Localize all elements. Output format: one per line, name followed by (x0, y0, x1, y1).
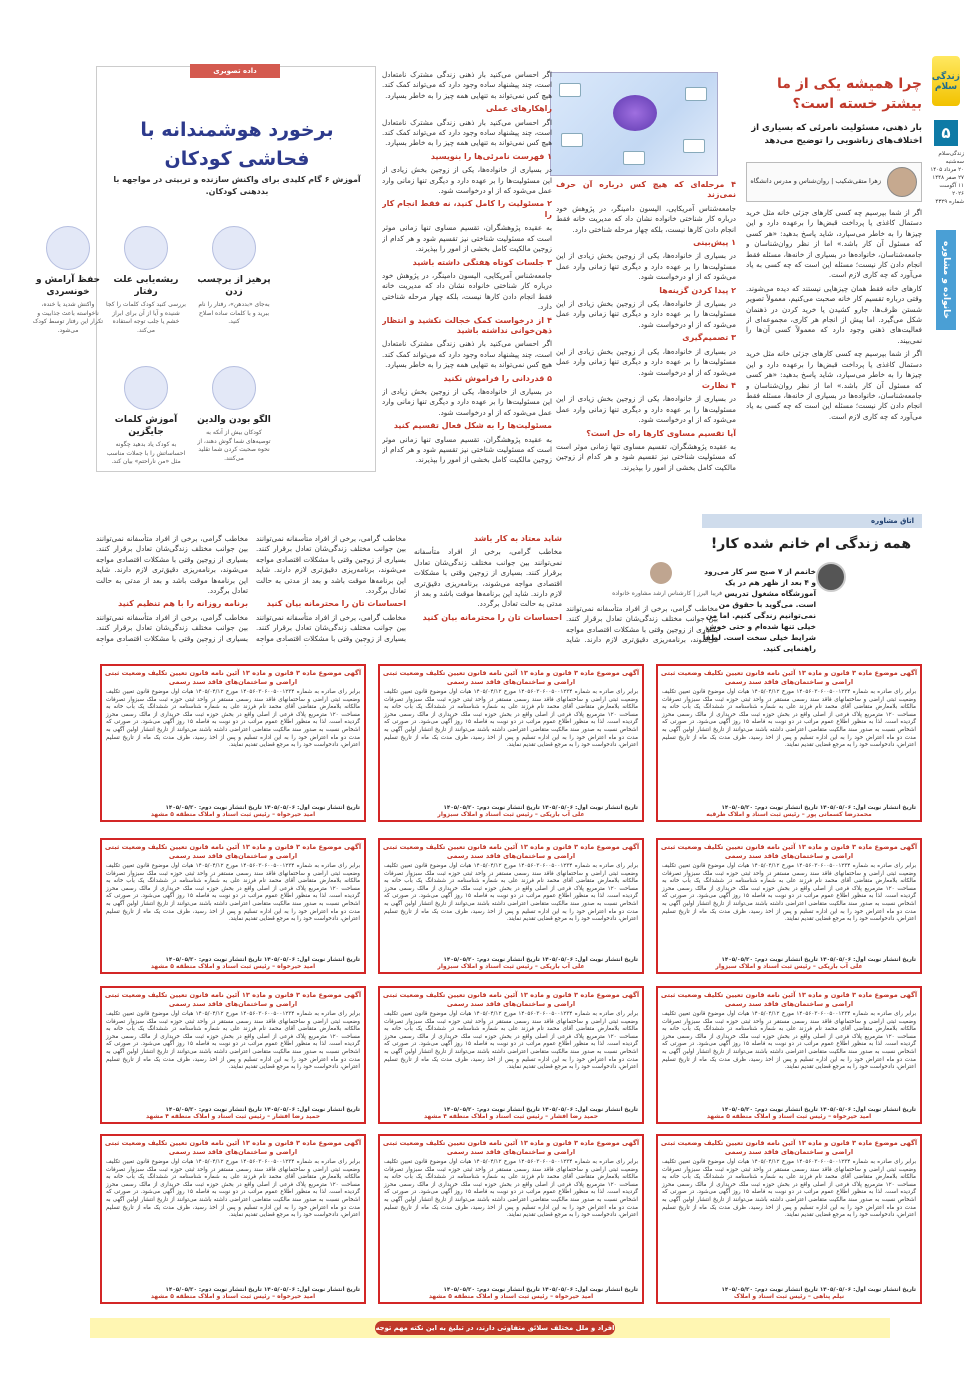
footer-bar (90, 1318, 890, 1346)
data-visual-subtitle: آموزش ۶ گام کلیدی برای واکنش سازنده و تربیتی در مواجهه با بددهنی کودکان. (113, 175, 361, 196)
step-heading: ۴ نظارت (701, 380, 736, 390)
hero-title: چرا همیشه یکی از ما بیشتر خسته است؟ (777, 76, 922, 112)
subheading: ۴ مرحله‌ای که هیچ کس درباره آن حرف نمی‌زند (556, 180, 736, 200)
card-icon (561, 133, 583, 147)
ad-signer: امید خیرخواه – رئیس ثبت اسناد و املاک منطقه ۵ مشهد (150, 963, 316, 970)
speech-bubbles-icon (212, 366, 256, 410)
tip-heading: الگو بودن والدین (197, 415, 271, 425)
tip-heading: ریشه‌یابی علت رفتار (113, 275, 179, 297)
ad-body: برابر رای صادره به شماره ۱۴۰۵۶۰۳۰۶۰۰۵۰۰۱۲۳۴ مورخ ۱۴۰۵/۰۴/۱۲ هیات اول موضوع قانون تعیین تکلیف وضعیت ثبتی اراضی و ساختمانهای فاقد سند رسمی مستقر در واحد ثبتی حوزه ثبت ملک سبزوار تصرفات مالکانه بلامعارض متقاضی آقای محمد نام فرزند علی به شماره شناسنامه در ششدانگ یک باب خانه به مساحت ۱۲۰ مترمربع پلاک فرعی از اصلی واقع در بخش حوزه ثبت ملک خریداری از مالک رسمی محرز گردیده است. لذا به منظور اطلاع عموم مراتب در دو نوبت به فاصله ۱۵ روز آگهی می‌شود. در صورتی که اشخاص نسبت به صدور سند مالکیت متقاضی اعتراضی داشته باشند می‌توانند از تاریخ انتشار اولین آگهی به مدت دو ماه اعتراض خود را به این اداره تسلیم و پس از اخذ رسید، ظرف مدت یک ماه از تاریخ تسلیم اعتراض، دادخواست خود را به مرجع قضایی تقدیم نمایند. (106, 863, 361, 923)
ad-signer: محمدرضا کسمانی پور – رئیس ثبت اسناد و املاک طرقبه (706, 811, 872, 818)
ad-body: برابر رای صادره به شماره ۱۴۰۵۶۰۳۰۶۰۰۵۰۰۱۲۳۴ مورخ ۱۴۰۵/۰۴/۱۲ هیات اول موضوع قانون تعیین تکلیف وضعیت ثبتی اراضی و ساختمانهای فاقد سند رسمی مستقر در واحد ثبتی حوزه ثبت ملک سبزوار تصرفات مالکانه بلامعارض متقاضی آقای محمد نام فرزند علی به شماره شناسنامه در ششدانگ یک باب خانه به مساحت ۱۲۰ مترمربع پلاک فرعی از اصلی واقع در بخش حوزه ثبت ملک خریداری از مالک رسمی محرز گردیده است. لذا به منظور اطلاع عموم مراتب در دو نوبت به فاصله ۱۵ روز آگهی می‌شود. در صورتی که اشخاص نسبت به صدور سند مالکیت متقاضی اعتراضی داشته باشند می‌توانند از تاریخ انتشار اولین آگهی به مدت دو ماه اعتراض خود را به این اداره تسلیم و پس از اخذ رسید، ظرف مدت یک ماه از تاریخ تسلیم اعتراض، دادخواست خود را به مرجع قضایی تقدیم نمایند. (384, 863, 639, 923)
tip-item (194, 226, 274, 327)
ad-dates: تاریخ انتشار نوبت اول: ۱۴۰۵/۰۵/۰۶ تاریخ انتشار نوبت دوم: ۱۴۰۵/۰۵/۲۰ (165, 957, 360, 963)
tip-text: به‌جای «بددهن»، رفتار را نام ببرید و با کلمات ساده اصلاح کنید. (198, 301, 270, 325)
paragraph: مخاطب گرامی، برخی از افراد متأسفانه نمی‌توانند بین جوانب مختلف زندگی‌شان تعادل برقرار کنند. بسیاری از زوجین وقتی با مشکلات اقتصادی مواجه (96, 612, 248, 643)
advice-col (414, 534, 562, 646)
subheading: احساسات تان را محترمانه بیان کنید (266, 599, 406, 609)
no-swear-icon (212, 226, 256, 270)
solution-heading: مسئولیت‌ها را به شکل فعال تقسیم کنید (393, 421, 552, 431)
paragraph: به عقیده پژوهشگران، تقسیم مساوی تنها زمانی موثر است که مسئولیت شناختی نیز تقسیم شود و هر کدام از زوجین مالکیت کامل بخشی از امور را بپذیرند. (382, 223, 552, 254)
newspaper-logo (932, 56, 960, 106)
ad-dates: تاریخ انتشار نوبت اول: ۱۴۰۵/۰۵/۰۶ تاریخ انتشار نوبت دوم: ۱۴۰۵/۰۵/۲۰ (165, 1287, 360, 1293)
reader-avatar (816, 562, 846, 592)
solutions-column (382, 70, 552, 540)
subheading: برنامه روزانه را با هم تنظیم کنید (118, 599, 248, 609)
paragraph: در بسیاری از خانواده‌ها، یکی از زوجین بخش زیادی از این مسئولیت‌ها را بر عهده دارد و دیگری تنها زمانی وارد عمل می‌شود که از او درخواست شود. (556, 299, 736, 329)
issue-line: شماره ۴۳۲۹ (935, 199, 964, 205)
author-name: زهرا متقی‌شکیب | روان‌شناس و مدرس دانشگاه (750, 177, 881, 185)
legal-ad (100, 838, 366, 974)
solution-heading: ۵ قدردانی را فراموش نکنید (443, 373, 552, 383)
ad-signer: نیلم پناهی – رئیس ثبت اسناد و املاک (733, 1293, 845, 1300)
middle-column (556, 180, 736, 540)
solution-heading: ۴ از درخواست کمک خجالت نکشید و انتظار ذهن‌خوانی نداشته باشید (382, 315, 552, 335)
box-icon (124, 366, 168, 410)
issue-line: زندگی‌سلام (938, 151, 964, 157)
tip-heading: پرهیز از برچسب زدن (197, 275, 271, 297)
ad-heading: آگهی موضوع ماده ۳ قانون و ماده ۱۳ آئین نامه قانون تعیین تکلیف وضعیت ثبتی اراضی و ساختمان‌های فاقد سند رسمی (660, 669, 918, 686)
calm-face-icon (46, 226, 90, 270)
counselor-photo (650, 562, 672, 584)
ad-signer: امید خیرخواه – رئیس ثبت اسناد و املاک منطقه ۵ مشهد (150, 1293, 316, 1300)
ad-signer: علی آب باریکی – رئیس ثبت اسناد و املاک سبزوار (715, 963, 863, 970)
ad-dates: تاریخ انتشار نوبت اول: ۱۴۰۵/۰۵/۰۶ تاریخ انتشار نوبت دوم: ۱۴۰۵/۰۵/۲۰ (443, 957, 638, 963)
paragraph: جامعه‌شناس آمریکایی، الیسون دامینگر، در پژوهش خود درباره کار شناختی خانواده نشان داد که مدیریت خانه فقط انجام دادن کارها نیست، بلکه چهار مرحله شناختی دارد. (382, 270, 552, 312)
tip-text: واکنش شدید یا خنده، ناخواسته باعث جذابیت و تکرار این رفتار توسط کودک می‌شود. (32, 301, 104, 334)
ad-heading: آگهی موضوع ماده ۳ قانون و ماده ۱۳ آئین نامه قانون تعیین تکلیف وضعیت ثبتی اراضی و ساختمان‌های فاقد سند رسمی (382, 1139, 640, 1156)
advice-col (96, 534, 248, 646)
logo-text: زندگی سلام (931, 72, 960, 92)
footer-message: افراد و ملل مختلف سلائق متفاوتی دارند، در تبلیغ به این نکته مهم توجه کنید (375, 1321, 615, 1335)
subheading: شاید معتاد به کار باشد (473, 534, 562, 543)
ad-body: برابر رای صادره به شماره ۱۴۰۵۶۰۳۰۶۰۰۵۰۰۱۲۳۴ مورخ ۱۴۰۵/۰۴/۱۲ هیات اول موضوع قانون تعیین تکلیف وضعیت ثبتی اراضی و ساختمانهای فاقد سند رسمی مستقر در واحد ثبتی حوزه ثبت ملک سبزوار تصرفات مالکانه بلامعارض متقاضی آقای محمد نام فرزند علی به شماره شناسنامه در ششدانگ یک باب خانه به مساحت ۱۲۰ مترمربع پلاک فرعی از اصلی واقع در بخش حوزه ثبت ملک خریداری از مالک رسمی محرز گردیده است. لذا به منظور اطلاع عموم مراتب در دو نوبت به فاصله ۱۵ روز آگهی می‌شود. در صورتی که اشخاص نسبت به صدور سند مالکیت متقاضی اعتراضی داشته باشند می‌توانند از تاریخ انتشار اولین آگهی به مدت دو ماه اعتراض خود را به این اداره تسلیم و پس از اخذ رسید، ظرف مدت یک ماه از تاریخ تسلیم اعتراض، دادخواست خود را به مرجع قضایی تقدیم نمایند. (106, 689, 361, 749)
paragraph: اگر احساس می‌کنید بار ذهنی زندگی مشترک نامتعادل است، چند پیشنهاد ساده وجود دارد که می‌تواند کمک کند. هیچ کس نمی‌تواند به تنهایی همه چیز را به خاطر بسپارد. (382, 70, 552, 100)
subheading: احساسات تان را محترمانه بیان کنید (422, 612, 562, 622)
ad-body: برابر رای صادره به شماره ۱۴۰۵۶۰۳۰۶۰۰۵۰۰۱۲۳۴ مورخ ۱۴۰۵/۰۴/۱۲ هیات اول موضوع قانون تعیین تکلیف وضعیت ثبتی اراضی و ساختمانهای فاقد سند رسمی مستقر در واحد ثبتی حوزه ثبت ملک سبزوار تصرفات مالکانه بلامعارض متقاضی آقای محمد نام فرزند علی به شماره شناسنامه در ششدانگ یک باب خانه به مساحت ۱۲۰ مترمربع پلاک فرعی از اصلی واقع در بخش حوزه ثبت ملک خریداری از مالک رسمی محرز گردیده است. لذا به منظور اطلاع عموم مراتب در دو نوبت به فاصله ۱۵ روز آگهی می‌شود. در صورتی که اشخاص نسبت به صدور سند مالکیت متقاضی اعتراضی داشته باشند می‌توانند از تاریخ انتشار اولین آگهی به مدت دو ماه اعتراض خود را به این اداره تسلیم و پس از اخذ رسید، ظرف مدت یک ماه از تاریخ تسلیم اعتراض، دادخواست خود را به مرجع قضایی تقدیم نمایند. (384, 1011, 639, 1071)
ad-signer: امید خیرخواه – رئیس ثبت اسناد و املاک منطقه ۵ مشهد (428, 1293, 594, 1300)
issue-line: ۲۰ مرداد ۱۴۰۵ (930, 167, 964, 173)
paragraph: در بسیاری از خانواده‌ها، یکی از زوجین بخش زیادی از این مسئولیت‌ها را بر عهده دارد و دیگری تنها زمانی وارد عمل می‌شود که از او درخواست شود. (556, 251, 736, 282)
legal-ad (378, 1134, 644, 1304)
ad-heading: آگهی موضوع ماده ۳ قانون و ماده ۱۳ آئین نامه قانون تعیین تکلیف وضعیت ثبتی اراضی و ساختمان‌های فاقد سند رسمی (382, 669, 640, 686)
paragraph: به عقیده پژوهشگران، تقسیم مساوی تنها زمانی موثر است که مسئولیت شناختی نیز تقسیم شود و هر کدام از زوجین مالکیت کامل بخشی از امور را بپذیرند. (382, 434, 552, 465)
ad-heading: آگهی موضوع ماده ۳ قانون و ماده ۱۳ آئین نامه قانون تعیین تکلیف وضعیت ثبتی اراضی و ساختمان‌های فاقد سند رسمی (660, 843, 918, 860)
ad-heading: آگهی موضوع ماده ۳ قانون و ماده ۱۳ آئین نامه قانون تعیین تکلیف وضعیت ثبتی اراضی و ساختمان‌های فاقد سند رسمی (382, 843, 640, 860)
ad-dates: تاریخ انتشار نوبت اول: ۱۴۰۵/۰۵/۰۶ تاریخ انتشار نوبت دوم: ۱۴۰۵/۰۵/۲۰ (721, 1107, 916, 1113)
subheading: آیا تقسیم مساوی کارها راه حل است؟ (586, 428, 736, 438)
ad-dates: تاریخ انتشار نوبت اول: ۱۴۰۵/۰۵/۰۶ تاریخ انتشار نوبت دوم: ۱۴۰۵/۰۵/۲۰ (165, 1107, 360, 1113)
card-icon (623, 151, 645, 165)
ad-signer: امید خیرخواه – رئیس ثبت اسناد و املاک منطقه ۵ مشهد (706, 1113, 872, 1120)
author-photo (887, 167, 917, 197)
paragraph: در بسیاری از خانواده‌ها، یکی از زوجین بخش زیادی از این مسئولیت‌ها را بر عهده دارد و دیگری تنها زمانی وارد عمل می‌شود که از او درخواست شود. (382, 386, 552, 417)
step-heading: ۲ پیدا کردن گزینه‌ها (659, 285, 736, 295)
ad-body: برابر رای صادره به شماره ۱۴۰۵۶۰۳۰۶۰۰۵۰۰۱۲۳۴ مورخ ۱۴۰۵/۰۴/۱۲ هیات اول موضوع قانون تعیین تکلیف وضعیت ثبتی اراضی و ساختمانهای فاقد سند رسمی مستقر در واحد ثبتی حوزه ثبت ملک سبزوار تصرفات مالکانه بلامعارض متقاضی آقای محمد نام فرزند علی به شماره شناسنامه در ششدانگ یک باب خانه به مساحت ۱۲۰ مترمربع پلاک فرعی از اصلی واقع در بخش حوزه ثبت ملک خریداری از مالک رسمی محرز گردیده است. لذا به منظور اطلاع عموم مراتب در دو نوبت به فاصله ۱۵ روز آگهی می‌شود. در صورتی که اشخاص نسبت به صدور سند مالکیت متقاضی اعتراضی داشته باشند می‌توانند از تاریخ انتشار اولین آگهی به مدت دو ماه اعتراض خود را به این اداره تسلیم و پس از اخذ رسید، ظرف مدت یک ماه از تاریخ تسلیم اعتراض، دادخواست خود را به مرجع قضایی تقدیم نمایند. (384, 1159, 639, 1219)
ad-body: برابر رای صادره به شماره ۱۴۰۵۶۰۳۰۶۰۰۵۰۰۱۲۳۴ مورخ ۱۴۰۵/۰۴/۱۲ هیات اول موضوع قانون تعیین تکلیف وضعیت ثبتی اراضی و ساختمانهای فاقد سند رسمی مستقر در واحد ثبتی حوزه ثبت ملک سبزوار تصرفات مالکانه بلامعارض متقاضی آقای محمد نام فرزند علی به شماره شناسنامه در ششدانگ یک باب خانه به مساحت ۱۲۰ مترمربع پلاک فرعی از اصلی واقع در بخش حوزه ثبت ملک خریداری از مالک رسمی محرز گردیده است. لذا به منظور اطلاع عموم مراتب در دو نوبت به فاصله ۱۵ روز آگهی می‌شود. در صورتی که اشخاص نسبت به صدور سند مالکیت متقاضی اعتراضی داشته باشند می‌توانند از تاریخ انتشار اولین آگهی به مدت دو ماه اعتراض خود را به این اداره تسلیم و پس از اخذ رسید، ظرف مدت یک ماه از تاریخ تسلیم اعتراض، دادخواست خود را به مرجع قضایی تقدیم نمایند. (662, 689, 917, 749)
issue-line: سه‌شنبه (945, 159, 964, 165)
issue-line: ۱۱ آگوست ۲۰۲۶ (939, 183, 964, 197)
question-icon (124, 226, 168, 270)
legal-ad (378, 838, 644, 974)
advice-title: همه زندگی ‌ام خانم شده کار! (710, 536, 912, 552)
counselor-name: فریبا البرز | کارشناس ارشد مشاوره خانواده (612, 590, 722, 597)
subheading: راهکارهای عملی (485, 104, 552, 114)
hero-body (746, 208, 922, 548)
tip-item (106, 226, 186, 335)
ad-dates: تاریخ انتشار نوبت اول: ۱۴۰۵/۰۵/۰۶ تاریخ انتشار نوبت دوم: ۱۴۰۵/۰۵/۲۰ (721, 1287, 916, 1293)
hero-illustration (550, 72, 718, 176)
step-heading: ۱ پیش‌بینی (693, 238, 736, 248)
ad-body: برابر رای صادره به شماره ۱۴۰۵۶۰۳۰۶۰۰۵۰۰۱۲۳۴ مورخ ۱۴۰۵/۰۴/۱۲ هیات اول موضوع قانون تعیین تکلیف وضعیت ثبتی اراضی و ساختمانهای فاقد سند رسمی مستقر در واحد ثبتی حوزه ثبت ملک سبزوار تصرفات مالکانه بلامعارض متقاضی آقای محمد نام فرزند علی به شماره شناسنامه در ششدانگ یک باب خانه به مساحت ۱۲۰ مترمربع پلاک فرعی از اصلی واقع در بخش حوزه ثبت ملک خریداری از مالک رسمی محرز گردیده است. لذا به منظور اطلاع عموم مراتب در دو نوبت به فاصله ۱۵ روز آگهی می‌شود. در صورتی که اشخاص نسبت به صدور سند مالکیت متقاضی اعتراضی داشته باشند می‌توانند از تاریخ انتشار اولین آگهی به مدت دو ماه اعتراض خود را به این اداره تسلیم و پس از اخذ رسید، ظرف مدت یک ماه از تاریخ تسلیم اعتراض، دادخواست خود را به مرجع قضایی تقدیم نمایند. (662, 863, 917, 923)
ad-signer: حمید رضا افشار – رئیس ثبت اسناد و املاک منطقه ۴ مشهد (423, 1113, 599, 1120)
author-box (746, 162, 922, 202)
legal-ad (378, 986, 644, 1124)
paragraph: اگر از شما بپرسیم چه کسی کارهای جزئی خانه مثل خرید دستمال کاغذی یا پرداخت قبض‌ها را برعهده دارد و این چیزها را به خاطر می‌سپارد، شاید پاسخ بدهید: «هر کسی که مسئول آن کار باشد.» اما از نظر روان‌شناسان و جامعه‌شناسان، خانواده‌ها در بسیاری از خانه‌ها، مسئله فقط انجام دادن کار نیست؛ مسئله این است که چه کسی به یاد می‌آورد که چه کاری لازم است. (746, 349, 922, 421)
tip-heading: حفظ آرامش و خونسردی (35, 275, 101, 297)
ad-dates: تاریخ انتشار نوبت اول: ۱۴۰۵/۰۵/۰۶ تاریخ انتشار نوبت دوم: ۱۴۰۵/۰۵/۲۰ (165, 805, 360, 811)
masthead-strip (930, 0, 966, 1380)
data-visual-title: برخورد هوشمندانه با فحاشی کودکان (140, 119, 334, 170)
ad-heading: آگهی موضوع ماده ۳ قانون و ماده ۱۳ آئین نامه قانون تعیین تکلیف وضعیت ثبتی اراضی و ساختمان‌های فاقد سند رسمی (660, 991, 918, 1008)
ad-body: برابر رای صادره به شماره ۱۴۰۵۶۰۳۰۶۰۰۵۰۰۱۲۳۴ مورخ ۱۴۰۵/۰۴/۱۲ هیات اول موضوع قانون تعیین تکلیف وضعیت ثبتی اراضی و ساختمانهای فاقد سند رسمی مستقر در واحد ثبتی حوزه ثبت ملک سبزوار تصرفات مالکانه بلامعارض متقاضی آقای محمد نام فرزند علی به شماره شناسنامه در ششدانگ یک باب خانه به مساحت ۱۲۰ مترمربع پلاک فرعی از اصلی واقع در بخش حوزه ثبت ملک خریداری از مالک رسمی محرز گردیده است. لذا به منظور اطلاع عموم مراتب در دو نوبت به فاصله ۱۵ روز آگهی می‌شود. در صورتی که اشخاص نسبت به صدور سند مالکیت متقاضی اعتراضی داشته باشند می‌توانند از تاریخ انتشار اولین آگهی به مدت دو ماه اعتراض خود را به این اداره تسلیم و پس از اخذ رسید، ظرف مدت یک ماه از تاریخ تسلیم اعتراض، دادخواست خود را به مرجع قضایی تقدیم نمایند. (384, 689, 639, 749)
legal-ad (656, 1134, 922, 1304)
data-visual-label: داده تصویری (190, 64, 280, 78)
paragraph: مخاطب گرامی، برخی از افراد متأسفانه نمی‌توانند بین جوانب مختلف زندگی‌شان تعادل برقرار کنند. بسیاری از زوجین وقتی با مشکلات اقتصادی مواجه می‌شوند، برنامه‌ریزی دقیق‌تری لازم دارند. شاید این برنامه‌ها موقت باشد و بعد از مدتی به حالت تعادل برگردد. (256, 534, 406, 596)
ad-signer: امید خیرخواه – رئیس ثبت اسناد و املاک منطقه ۵ مشهد (150, 811, 316, 818)
ad-dates: تاریخ انتشار نوبت اول: ۱۴۰۵/۰۵/۰۶ تاریخ انتشار نوبت دوم: ۱۴۰۵/۰۵/۲۰ (443, 1287, 638, 1293)
step-heading: ۳ تصمیم‌گیری (682, 333, 736, 343)
brain-icon (613, 95, 657, 131)
ad-body: برابر رای صادره به شماره ۱۴۰۵۶۰۳۰۶۰۰۵۰۰۱۲۳۴ مورخ ۱۴۰۵/۰۴/۱۲ هیات اول موضوع قانون تعیین تکلیف وضعیت ثبتی اراضی و ساختمانهای فاقد سند رسمی مستقر در واحد ثبتی حوزه ثبت ملک سبزوار تصرفات مالکانه بلامعارض متقاضی آقای محمد نام فرزند علی به شماره شناسنامه در ششدانگ یک باب خانه به مساحت ۱۲۰ مترمربع پلاک فرعی از اصلی واقع در بخش حوزه ثبت ملک خریداری از مالک رسمی محرز گردیده است. لذا به منظور اطلاع عموم مراتب در دو نوبت به فاصله ۱۵ روز آگهی می‌شود. در صورتی که اشخاص نسبت به صدور سند مالکیت متقاضی اعتراضی داشته باشند می‌توانند از تاریخ انتشار اولین آگهی به مدت دو ماه اعتراض خود را به این اداره تسلیم و پس از اخذ رسید، ظرف مدت یک ماه از تاریخ تسلیم اعتراض، دادخواست خود را به مرجع قضایی تقدیم نمایند. (106, 1011, 361, 1071)
hero-lead: بار ذهنی، مسئولیت نامرئی که بسیاری از اختلاف‌های زناشویی را توضیح می‌دهد (751, 123, 922, 146)
issue-info (930, 150, 964, 206)
ad-dates: تاریخ انتشار نوبت اول: ۱۴۰۵/۰۵/۰۶ تاریخ انتشار نوبت دوم: ۱۴۰۵/۰۵/۲۰ (443, 805, 638, 811)
card-icon (685, 87, 707, 101)
legal-ad (656, 838, 922, 974)
ad-signer: حمید رضا افشار – رئیس ثبت اسناد و املاک منطقه ۴ مشهد (145, 1113, 321, 1120)
paragraph: اگر احساس می‌کنید بار ذهنی زندگی مشترک نامتعادل است، چند پیشنهاد ساده وجود دارد که می‌تواند کمک کند. هیچ کس نمی‌تواند به تنهایی همه چیز را به خاطر بسپارد. (382, 117, 552, 148)
paragraph: مخاطب گرامی، برخی از افراد متأسفانه نمی‌توانند بین جوانب مختلف زندگی‌شان تعادل برقرار کنند. بسیاری از زوجین وقتی با مشکلات اقتصادی مواجه می‌شوند، برنامه‌ریزی دقیق‌تری لازم دارند. شاید این برنامه‌ها موقت باشد و بعد از مدتی به حالت تعادل برگردد. (414, 547, 562, 609)
reader-question: خانمم از ۷ صبح سر کار می‌رود و ۴ بعد از ظهر هم در یک آموزشگاه مشغول تدریس است. می‌گوید با حقوق من نمی‌توانیم زندگی کنیم. اما من خیلی تنها شده‌ام و حتی خوش شرایط خیلی سخت است. لطفاً راهنمایی کنید. (702, 567, 816, 653)
ad-heading: آگهی موضوع ماده ۳ قانون و ماده ۱۳ آئین نامه قانون تعیین تکلیف وضعیت ثبتی اراضی و ساختمان‌های فاقد سند رسمی (382, 991, 640, 1008)
tip-item (194, 366, 274, 463)
legal-ad (378, 664, 644, 822)
legal-ad (656, 664, 922, 822)
ad-dates: تاریخ انتشار نوبت اول: ۱۴۰۵/۰۵/۰۶ تاریخ انتشار نوبت دوم: ۱۴۰۵/۰۵/۲۰ (721, 957, 916, 963)
advice-col (256, 534, 406, 646)
issue-line: ۲۷ صفر ۱۴۴۸ (932, 175, 964, 181)
ad-signer: علی آب باریکی – رئیس ثبت اسناد و املاک سبزوار (437, 963, 585, 970)
tip-text: بررسی کنید کودک کلمات را کجا شنیده و آیا از آن برای ابراز خشم یا جلب توجه استفاده می‌کند. (106, 301, 186, 334)
card-icon (559, 83, 581, 97)
ad-heading: آگهی موضوع ماده ۳ قانون و ماده ۱۳ آئین نامه قانون تعیین تکلیف وضعیت ثبتی اراضی و ساختمان‌های فاقد سند رسمی (104, 669, 362, 686)
legal-ad (100, 986, 366, 1124)
advice-body: مخاطب گرامی، برخی از افراد متأسفانه نمی‌توانند بین جوانب مختلف زندگی‌شان تعادل برقرار کنند. بسیاری از زوجین وقتی با مشکلات اقتصادی مواجه می‌شوند، برنامه‌ریزی دقیق‌تری لازم دارند. شاید (566, 604, 718, 644)
ad-dates: تاریخ انتشار نوبت اول: ۱۴۰۵/۰۵/۰۶ تاریخ انتشار نوبت دوم: ۱۴۰۵/۰۵/۲۰ (721, 805, 916, 811)
ad-signer: علی آب باریکی – رئیس ثبت اسناد و املاک سبزوار (437, 811, 585, 818)
solution-heading: ۳ جلسات کوتاه هفتگی داشته باشید (412, 257, 552, 267)
legal-ad (656, 986, 922, 1124)
ad-dates: تاریخ انتشار نوبت اول: ۱۴۰۵/۰۵/۰۶ تاریخ انتشار نوبت دوم: ۱۴۰۵/۰۵/۲۰ (443, 1107, 638, 1113)
section-bar: اتاق مشاوره (702, 514, 922, 528)
solution-heading: ۲ مسئولیت را کامل کنید، نه فقط انجام کار را (382, 199, 552, 219)
ad-body: برابر رای صادره به شماره ۱۴۰۵۶۰۳۰۶۰۰۵۰۰۱۲۳۴ مورخ ۱۴۰۵/۰۴/۱۲ هیات اول موضوع قانون تعیین تکلیف وضعیت ثبتی اراضی و ساختمانهای فاقد سند رسمی مستقر در واحد ثبتی حوزه ثبت ملک سبزوار تصرفات مالکانه بلامعارض متقاضی آقای محمد نام فرزند علی به شماره شناسنامه در ششدانگ یک باب خانه به مساحت ۱۲۰ مترمربع پلاک فرعی از اصلی واقع در بخش حوزه ثبت ملک خریداری از مالک رسمی محرز گردیده است. لذا به منظور اطلاع عموم مراتب در دو نوبت به فاصله ۱۵ روز آگهی می‌شود. در صورتی که اشخاص نسبت به صدور سند مالکیت متقاضی اعتراضی داشته باشند می‌توانند از تاریخ انتشار اولین آگهی به مدت دو ماه اعتراض خود را به این اداره تسلیم و پس از اخذ رسید، ظرف مدت یک ماه از تاریخ تسلیم اعتراض، دادخواست خود را به مرجع قضایی تقدیم نمایند. (662, 1011, 917, 1071)
paragraph: در بسیاری از خانواده‌ها، یکی از زوجین بخش زیادی از این مسئولیت‌ها را بر عهده دارد و دیگری تنها زمانی وارد عمل می‌شود که از او درخواست شود. (556, 394, 736, 425)
ad-heading: آگهی موضوع ماده ۳ قانون و ماده ۱۳ آئین نامه قانون تعیین تکلیف وضعیت ثبتی اراضی و ساختمان‌های فاقد سند رسمی (660, 1139, 918, 1156)
ad-body: برابر رای صادره به شماره ۱۴۰۵۶۰۳۰۶۰۰۵۰۰۱۲۳۴ مورخ ۱۴۰۵/۰۴/۱۲ هیات اول موضوع قانون تعیین تکلیف وضعیت ثبتی اراضی و ساختمانهای فاقد سند رسمی مستقر در واحد ثبتی حوزه ثبت ملک سبزوار تصرفات مالکانه بلامعارض متقاضی آقای محمد نام فرزند علی به شماره شناسنامه در ششدانگ یک باب خانه به مساحت ۱۲۰ مترمربع پلاک فرعی از اصلی واقع در بخش حوزه ثبت ملک خریداری از مالک رسمی محرز گردیده است. لذا به منظور اطلاع عموم مراتب در دو نوبت به فاصله ۱۵ روز آگهی می‌شود. در صورتی که اشخاص نسبت به صدور سند مالکیت متقاضی اعتراضی داشته باشند می‌توانند از تاریخ انتشار اولین آگهی به مدت دو ماه اعتراض خود را به این اداره تسلیم و پس از اخذ رسید، ظرف مدت یک ماه از تاریخ تسلیم اعتراض، دادخواست خود را به مرجع قضایی تقدیم نمایند. (106, 1159, 361, 1219)
paragraph: اگر از شما بپرسیم چه کسی کارهای جزئی خانه مثل خرید دستمال کاغذی یا پرداخت قبض‌ها را برعهده دارد و این چیزها را به خاطر می‌سپارد، شاید پاسخ بدهید: «هر کسی که مسئول آن کار باشد.» اما از نظر روان‌شناسان و جامعه‌شناسان، خانواده‌ها در بسیاری از خانه‌ها، مسئله فقط انجام دادن کار نیست؛ مسئله این است که چه کسی به یاد می‌آورد که چه کاری لازم است. (746, 208, 922, 280)
tip-heading: آموزش کلمات جایگزین (114, 415, 178, 437)
solution-heading: ۱ فهرست نامرئی‌ها را بنویسید (430, 151, 552, 161)
paragraph: به عقیده پژوهشگران، تقسیم مساوی تنها زمانی موثر است که مسئولیت شناختی نیز تقسیم شود و هر کدام از زوجین مالکیت کامل بخشی از امور را بپذیرند. (556, 441, 736, 472)
card-icon (683, 139, 705, 153)
page-number: ۵ (934, 120, 958, 146)
tip-item (106, 366, 186, 467)
paragraph: در بسیاری از خانواده‌ها، یکی از زوجین بخش زیادی از این مسئولیت‌ها را بر عهده دارد و دیگری تنها زمانی وارد عمل می‌شود که از او درخواست شود. (556, 346, 736, 377)
ad-heading: آگهی موضوع ماده ۳ قانون و ماده ۱۳ آئین نامه قانون تعیین تکلیف وضعیت ثبتی اراضی و ساختمان‌های فاقد سند رسمی (104, 1139, 362, 1156)
ad-body: برابر رای صادره به شماره ۱۴۰۵۶۰۳۰۶۰۰۵۰۰۱۲۳۴ مورخ ۱۴۰۵/۰۴/۱۲ هیات اول موضوع قانون تعیین تکلیف وضعیت ثبتی اراضی و ساختمانهای فاقد سند رسمی مستقر در واحد ثبتی حوزه ثبت ملک سبزوار تصرفات مالکانه بلامعارض متقاضی آقای محمد نام فرزند علی به شماره شناسنامه در ششدانگ یک باب خانه به مساحت ۱۲۰ مترمربع پلاک فرعی از اصلی واقع در بخش حوزه ثبت ملک خریداری از مالک رسمی محرز گردیده است. لذا به منظور اطلاع عموم مراتب در دو نوبت به فاصله ۱۵ روز آگهی می‌شود. در صورتی که اشخاص نسبت به صدور سند مالکیت متقاضی اعتراضی داشته باشند می‌توانند از تاریخ انتشار اولین آگهی به مدت دو ماه اعتراض خود را به این اداره تسلیم و پس از اخذ رسید، ظرف مدت یک ماه از تاریخ تسلیم اعتراض، دادخواست خود را به مرجع قضایی تقدیم نمایند. (662, 1159, 917, 1219)
legal-ad (100, 1134, 366, 1304)
paragraph: اگر احساس می‌کنید بار ذهنی زندگی مشترک نامتعادل است، چند پیشنهاد ساده وجود دارد که می‌تواند کمک کند. هیچ کس نمی‌تواند به تنهایی همه چیز را به خاطر بسپارد. (382, 339, 552, 370)
paragraph: مخاطب گرامی، برخی از افراد متأسفانه نمی‌توانند بین جوانب مختلف زندگی‌شان تعادل برقرار کنند. بسیاری از زوجین وقتی با مشکلات اقتصادی مواجه می‌شوند، برنامه‌ریزی دقیق‌تری لازم دارند. شاید این برنامه‌ها موقت باشد و بعد از مدتی به حالت تعادل برگردد. (96, 534, 248, 596)
tip-item (30, 226, 106, 335)
tip-text: به کودک یاد بدهید چگونه احساساتش را با جملات مناسب مثل «من ناراحتم» بیان کند. (106, 441, 186, 465)
paragraph: جامعه‌شناس آمریکایی، الیسون دامینگر، در پژوهش خود درباره کار شناختی خانواده نشان داد که مدیریت خانه فقط انجام دادن کارها نیست، بلکه چهار مرحله شناختی دارد. (556, 203, 736, 234)
legal-ad (100, 664, 366, 822)
paragraph: در بسیاری از خانواده‌ها، یکی از زوجین بخش زیادی از این مسئولیت‌ها را بر عهده دارد و دیگری تنها زمانی وارد عمل می‌شود که از او درخواست شود. (382, 165, 552, 196)
ad-heading: آگهی موضوع ماده ۳ قانون و ماده ۱۳ آئین نامه قانون تعیین تکلیف وضعیت ثبتی اراضی و ساختمان‌های فاقد سند رسمی (104, 843, 362, 860)
paragraph: مخاطب گرامی، برخی از افراد متأسفانه نمی‌توانند بین جوانب مختلف زندگی‌شان تعادل برقرار کنند. بسیاری از زوجین وقتی با مشکلات اقتصادی مواجه (256, 612, 406, 643)
tip-text: کودکان بیش از آنکه به توصیه‌های شما گوش دهند، از نحوه صحبت کردن شما تقلید می‌کنند. (197, 429, 271, 462)
paragraph: کارهای خانه فقط همان چیزهایی نیستند که دیده می‌شوند. وقتی درباره تقسیم کار خانه صحبت می‌کنیم، معمولاً تصویر شستن ظرف‌ها، جارو کشیدن یا خرید کردن در ذهنمان شکل می‌گیرد. اما پیش از انجام هر کاری، مجموعه‌ای از فعالیت‌های ذهنی وجود دارد که معمولاً کسی آن‌ها را نمی‌بیند. (746, 283, 922, 345)
ad-heading: آگهی موضوع ماده ۳ قانون و ماده ۱۳ آئین نامه قانون تعیین تکلیف وضعیت ثبتی اراضی و ساختمان‌های فاقد سند رسمی (104, 991, 362, 1008)
section-tag: خانواده و مشاوره (936, 230, 956, 330)
